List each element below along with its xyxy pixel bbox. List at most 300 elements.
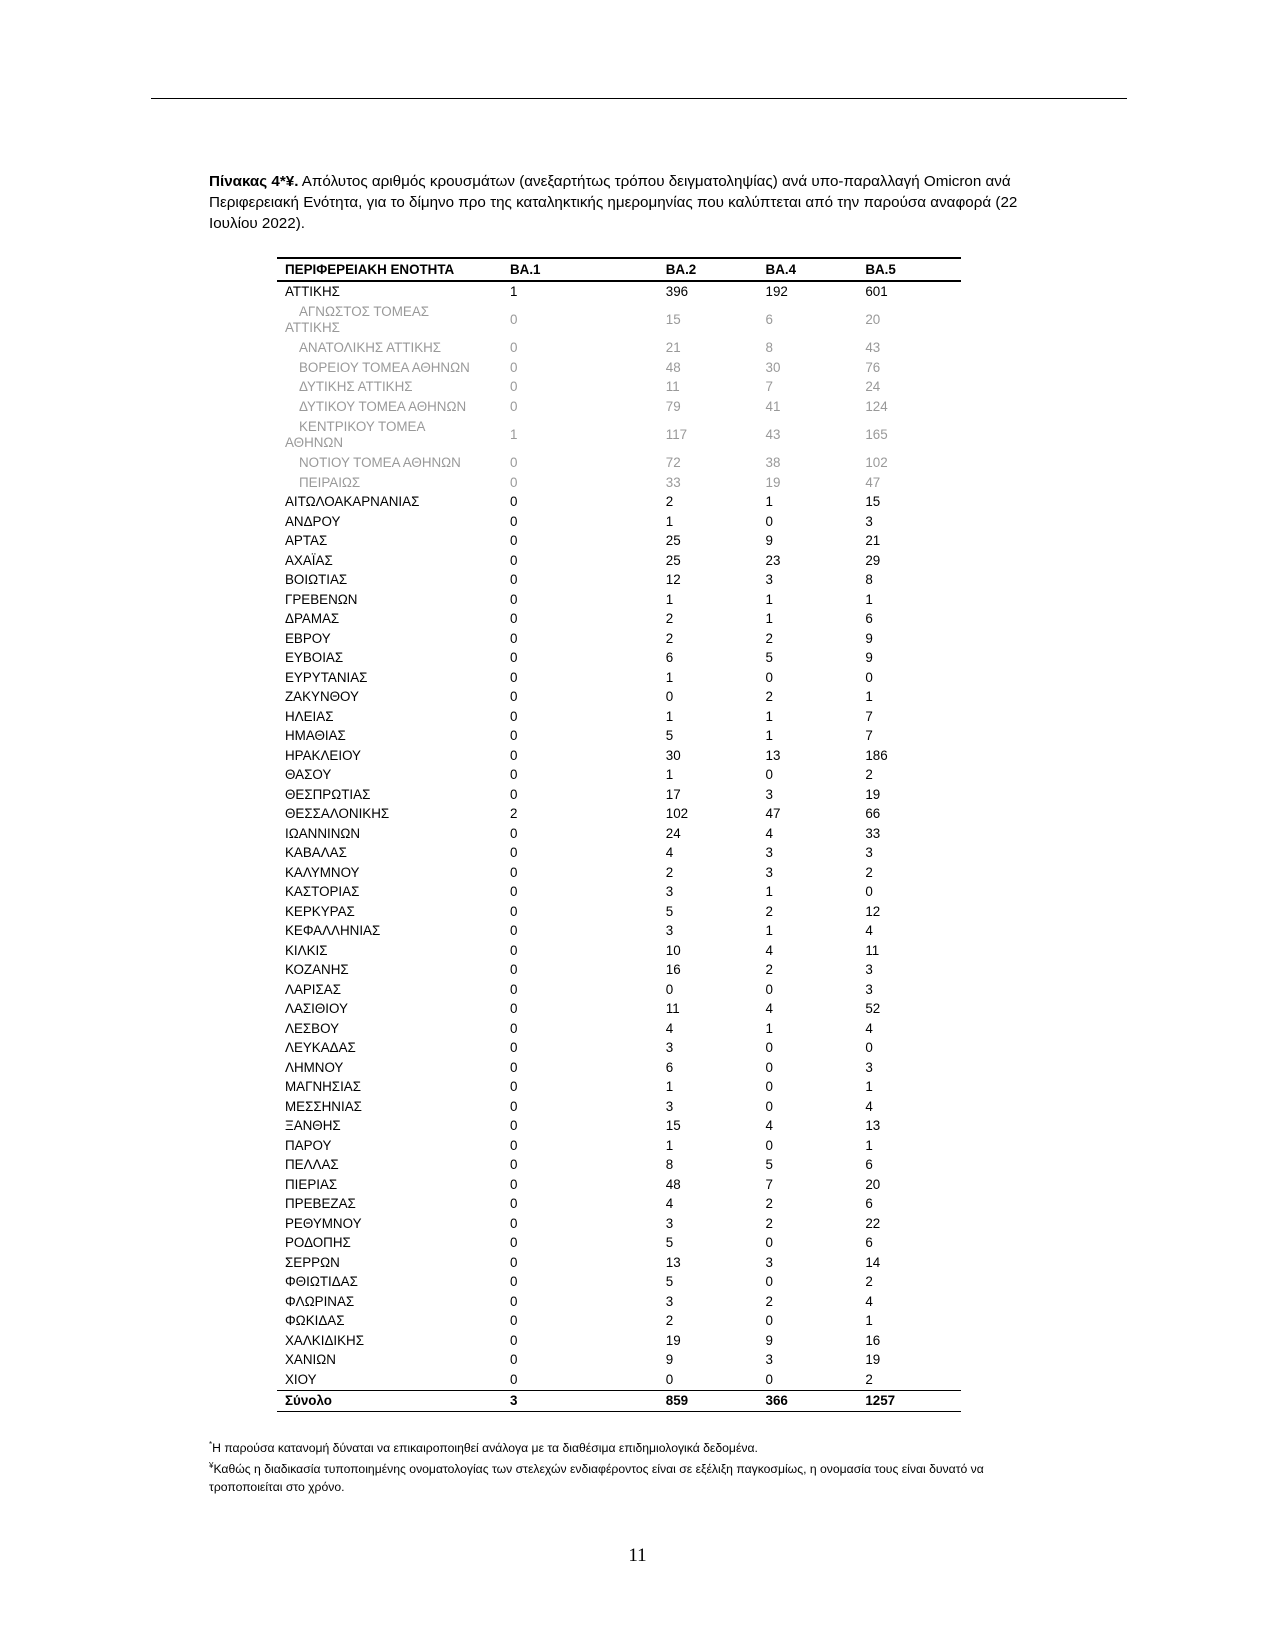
table-row — [277, 1312, 961, 1332]
region-name — [277, 1039, 502, 1059]
table-row — [277, 746, 961, 766]
cell-ba5: 6 — [865, 611, 873, 627]
region-name-text: ΔΥΤΙΚΗΣ ΑΤΤΙΚΗΣ — [299, 379, 413, 395]
cell-ba4: 30 — [765, 359, 781, 375]
cell-ba1: 0 — [510, 1098, 518, 1114]
table-row — [277, 785, 961, 805]
cell-ba2: 48 — [665, 359, 681, 375]
table-subrow — [277, 378, 961, 398]
cell-ba5: 1 — [865, 1313, 873, 1329]
cell-ba5: 3 — [865, 1059, 873, 1075]
cell-ba5: 16 — [865, 1332, 881, 1348]
cell-ba2: 25 — [665, 552, 681, 568]
region-name — [277, 1097, 502, 1117]
cell-ba2: 1 — [665, 767, 674, 783]
region-name — [277, 746, 502, 766]
region-name-text: ΙΩΑΝΝΙΝΩΝ — [285, 825, 361, 841]
cell-ba1: 0 — [510, 747, 518, 763]
table-row — [277, 824, 961, 844]
cell-ba2: 3 — [665, 923, 674, 939]
cell-ba5: 47 — [865, 474, 881, 490]
region-name-text: ΒΟΙΩΤΙΑΣ — [285, 572, 348, 588]
region-name-text: ΚΙΛΚΙΣ — [285, 942, 328, 958]
cell-ba1: 0 — [510, 689, 518, 705]
region-name — [277, 532, 502, 552]
region-name-text: ΕΥΒΟΙΑΣ — [285, 650, 344, 666]
cell-ba2: 3 — [665, 1293, 674, 1309]
cell-ba5: 43 — [865, 340, 881, 356]
region-name — [277, 1136, 502, 1156]
region-name-text: ΑΓΝΩΣΤΟΣ ΤΟΜΕΑΣ — [299, 304, 430, 319]
cell-ba5: 15 — [865, 494, 881, 510]
cell-ba5: 3 — [865, 981, 873, 997]
footnote-1-text: Η παρούσα κατανομή δύναται να επικαιροποιηθεί ανάλογα με τα διαθέσιμα επιδημιολογικά δεδομένα. — [212, 1441, 758, 1456]
cell-ba1: 0 — [510, 312, 518, 327]
cell-ba1: 0 — [510, 630, 518, 646]
cell-ba1: 0 — [510, 494, 518, 510]
table-row — [277, 1039, 961, 1059]
cell-ba2: 3 — [665, 1215, 674, 1231]
table-row — [277, 1117, 961, 1137]
table-subrow — [277, 473, 961, 493]
region-name-text-line2: ΑΘΗΝΩΝ — [285, 435, 344, 450]
cell-ba5: 2 — [865, 864, 873, 880]
cell-ba2: 11 — [665, 379, 680, 395]
cell-ba2: 1 — [665, 1137, 674, 1153]
region-name — [277, 397, 502, 417]
region-name — [277, 668, 502, 688]
cell-ba1: 0 — [510, 903, 518, 919]
region-name-text: ΧΑΝΙΩΝ — [285, 1352, 336, 1368]
region-name — [277, 1273, 502, 1293]
region-name — [277, 571, 502, 591]
region-name-text: ΚΕΦΑΛΛΗΝΙΑΣ — [285, 923, 381, 939]
table-row — [277, 493, 961, 513]
cell-ba1: 0 — [510, 1176, 518, 1192]
cell-ba2: 117 — [665, 427, 688, 442]
table-row — [277, 281, 961, 302]
table-row — [277, 1195, 961, 1215]
region-name-text: ΚΑΣΤΟΡΙΑΣ — [285, 884, 360, 900]
table-subrow — [277, 417, 961, 454]
region-name-text: ΞΑΝΘΗΣ — [285, 1118, 341, 1134]
cell-ba1: 0 — [510, 1196, 518, 1212]
region-name-text: ΦΛΩΡΙΝΑΣ — [285, 1293, 355, 1309]
cell-ba5: 3 — [865, 513, 873, 529]
region-name — [277, 707, 502, 727]
cell-ba4: 1 — [765, 923, 773, 939]
cell-ba5: 4 — [865, 1293, 873, 1309]
region-name-text: ΚΑΛΥΜΝΟΥ — [285, 864, 360, 880]
region-name-text: ΛΕΥΚΑΔΑΣ — [285, 1040, 356, 1056]
cell-ba2: 396 — [665, 283, 689, 299]
region-name-text: ΘΕΣΣΑΛΟΝΙΚΗΣ — [285, 806, 390, 822]
cell-ba2: 8 — [665, 1157, 674, 1173]
cell-ba4: 8 — [765, 340, 773, 356]
cell-ba2: 1 — [665, 513, 674, 529]
cell-ba1: 0 — [510, 1059, 518, 1075]
cell-ba4: 0 — [765, 1098, 773, 1114]
cell-ba1: 0 — [510, 845, 518, 861]
cell-ba2: 79 — [665, 398, 681, 414]
table-row — [277, 590, 961, 610]
table-row — [277, 1234, 961, 1254]
cell-ba4: 4 — [765, 1001, 773, 1017]
cell-ba2: 3 — [665, 1040, 674, 1056]
table-row — [277, 668, 961, 688]
cell-ba4: 41 — [765, 398, 781, 414]
cell-ba2: 2 — [665, 864, 674, 880]
table-row — [277, 1058, 961, 1078]
region-name — [277, 1019, 502, 1039]
table-row — [277, 610, 961, 630]
total-ba5: 1257 — [857, 1390, 961, 1411]
cell-ba2: 5 — [665, 728, 674, 744]
cell-ba1: 0 — [510, 552, 518, 568]
cell-ba4: 2 — [765, 1215, 773, 1231]
cell-ba1: 0 — [510, 359, 518, 375]
cell-ba1: 0 — [510, 1235, 518, 1251]
table-row — [277, 1351, 961, 1371]
cell-ba4: 4 — [765, 1118, 773, 1134]
table-row — [277, 863, 961, 883]
cell-ba5: 76 — [865, 359, 881, 375]
region-name — [277, 551, 502, 571]
cell-ba4: 47 — [765, 806, 781, 822]
cell-ba1: 0 — [510, 572, 518, 588]
cell-ba4: 7 — [765, 1176, 773, 1192]
table-row — [277, 688, 961, 708]
cell-ba2: 5 — [665, 903, 674, 919]
region-name-text: ΕΒΡΟΥ — [285, 630, 331, 646]
footnote-1-mark: * — [209, 1440, 213, 1449]
cell-ba5: 1 — [865, 1137, 873, 1153]
cell-ba4: 3 — [765, 1254, 773, 1270]
cell-ba2: 10 — [665, 942, 681, 958]
cell-ba2: 3 — [665, 884, 674, 900]
cell-ba4: 2 — [765, 630, 773, 646]
region-name — [277, 473, 502, 493]
cell-ba1: 0 — [510, 923, 518, 939]
cell-ba2: 4 — [665, 1020, 674, 1036]
cell-ba5: 0 — [865, 884, 873, 900]
cell-ba5: 4 — [865, 1020, 873, 1036]
region-name-text: ΠΡΕΒΕΖΑΣ — [285, 1196, 356, 1212]
header-region: ΠΕΡΙΦΕΡΕΙΑΚΗ ΕΝΟΤΗΤΑ — [277, 258, 502, 281]
cell-ba1: 0 — [510, 591, 518, 607]
footnote-2-text: Καθώς η διαδικασία τυποποιημένης ονοματολογίας των στελεχών ενδιαφέροντος είναι σε εξέλιξη παγκοσμίως, η ονομασία τους είναι δυνατό να τροποποιείται στο χρόνο. — [209, 1462, 984, 1495]
cell-ba4: 3 — [765, 1352, 773, 1368]
cell-ba2: 6 — [665, 650, 674, 666]
cell-ba1: 0 — [510, 786, 518, 802]
total-label: Σύνολο — [277, 1390, 502, 1411]
table-row — [277, 805, 961, 825]
region-name-text: ΘΑΣΟΥ — [285, 767, 332, 783]
cell-ba5: 21 — [865, 533, 881, 549]
region-name — [277, 1312, 502, 1332]
cell-ba5: 33 — [865, 825, 881, 841]
cell-ba1: 0 — [510, 864, 518, 880]
cell-ba4: 0 — [765, 513, 773, 529]
cell-ba1: 0 — [510, 1254, 518, 1270]
table-row — [277, 571, 961, 591]
region-name — [277, 1292, 502, 1312]
cell-ba1: 0 — [510, 1001, 518, 1017]
cell-ba1: 1 — [510, 283, 518, 299]
cell-ba1: 0 — [510, 1313, 518, 1329]
table-row — [277, 1273, 961, 1293]
cell-ba4: 6 — [765, 312, 773, 327]
cell-ba5: 20 — [865, 1176, 881, 1192]
cell-ba2: 15 — [665, 1118, 681, 1134]
cell-ba1: 0 — [510, 1137, 518, 1153]
cell-ba4: 0 — [765, 669, 773, 685]
region-name-text: ΛΗΜΝΟΥ — [285, 1059, 344, 1075]
cell-ba4: 0 — [765, 981, 773, 997]
cell-ba5: 29 — [865, 552, 881, 568]
cell-ba1: 0 — [510, 379, 518, 395]
region-name-text: ΚΑΒΑΛΑΣ — [285, 845, 347, 861]
region-name-text: ΦΘΙΩΤΙΔΑΣ — [285, 1274, 358, 1290]
table-row — [277, 629, 961, 649]
region-name-text: ΗΛΕΙΑΣ — [285, 708, 334, 724]
region-name-text: ΡΟΔΟΠΗΣ — [285, 1235, 351, 1251]
table-row — [277, 941, 961, 961]
cell-ba1: 0 — [510, 767, 518, 783]
region-name-text: ΠΕΙΡΑΙΩΣ — [299, 474, 361, 490]
cell-ba5: 1 — [865, 591, 873, 607]
region-name — [277, 610, 502, 630]
cell-ba4: 7 — [765, 379, 773, 395]
cell-ba1: 0 — [510, 340, 518, 356]
region-name — [277, 302, 502, 339]
region-name-text: ΧΑΛΚΙΔΙΚΗΣ — [285, 1332, 365, 1348]
footnotes — [209, 1436, 1039, 1496]
region-name — [277, 1214, 502, 1234]
cell-ba1: 0 — [510, 474, 518, 490]
table-header-row — [277, 258, 961, 281]
cell-ba5: 2 — [865, 1274, 873, 1290]
cell-ba1: 0 — [510, 513, 518, 529]
region-name — [277, 688, 502, 708]
region-name — [277, 1331, 502, 1351]
cell-ba4: 2 — [765, 689, 773, 705]
cell-ba4: 43 — [765, 427, 781, 442]
table-row — [277, 961, 961, 981]
cell-ba4: 1 — [765, 494, 773, 510]
cell-ba4: 1 — [765, 611, 773, 627]
region-name-text: ΑΝΑΤΟΛΙΚΗΣ ΑΤΤΙΚΗΣ — [299, 340, 442, 356]
header-ba5: BA.5 — [857, 258, 961, 281]
region-name — [277, 961, 502, 981]
cell-ba4: 2 — [765, 1196, 773, 1212]
table-subrow — [277, 339, 961, 359]
table-caption — [209, 171, 1069, 234]
cell-ba4: 0 — [765, 1313, 773, 1329]
cell-ba2: 33 — [665, 474, 681, 490]
cell-ba1: 0 — [510, 1020, 518, 1036]
table-row — [277, 727, 961, 747]
cell-ba2: 11 — [665, 1001, 680, 1017]
region-name — [277, 805, 502, 825]
cell-ba4: 2 — [765, 1293, 773, 1309]
cell-ba2: 2 — [665, 611, 674, 627]
footnote-2-mark: ¥ — [209, 1461, 214, 1471]
cell-ba1: 0 — [510, 1118, 518, 1134]
cell-ba4: 0 — [765, 767, 773, 783]
cell-ba4: 38 — [765, 455, 781, 471]
cell-ba2: 21 — [665, 340, 681, 356]
region-name — [277, 941, 502, 961]
region-name — [277, 454, 502, 474]
cell-ba5: 19 — [865, 786, 881, 802]
table-row — [277, 1019, 961, 1039]
cell-ba5: 0 — [865, 1040, 873, 1056]
cell-ba1: 0 — [510, 1371, 518, 1387]
cell-ba1: 0 — [510, 1215, 518, 1231]
cell-ba5: 7 — [865, 728, 873, 744]
region-name-text: ΗΡΑΚΛΕΙΟΥ — [285, 747, 361, 763]
region-name — [277, 417, 502, 454]
cell-ba5: 14 — [865, 1254, 881, 1270]
cell-ba5: 2 — [865, 1371, 873, 1387]
region-name-text: ΚΟΖΑΝΗΣ — [285, 962, 349, 978]
region-name-text: ΑΡΤΑΣ — [285, 533, 328, 549]
cell-ba5: 6 — [865, 1157, 873, 1173]
region-name-text: ΚΕΡΚΥΡΑΣ — [285, 903, 355, 919]
region-name — [277, 1351, 502, 1371]
cell-ba4: 1 — [765, 728, 773, 744]
region-name — [277, 339, 502, 359]
cell-ba2: 5 — [665, 1274, 674, 1290]
cell-ba5: 20 — [865, 312, 881, 327]
cell-ba5: 4 — [865, 923, 873, 939]
cell-ba1: 0 — [510, 650, 518, 666]
region-name-text-line2: ΑΤΤΙΚΗΣ — [285, 320, 340, 335]
cell-ba5: 102 — [865, 455, 888, 471]
table-row — [277, 1000, 961, 1020]
cell-ba4: 2 — [765, 962, 773, 978]
cell-ba5: 12 — [865, 903, 881, 919]
table-body — [277, 281, 961, 1390]
header-ba1: BA.1 — [502, 258, 658, 281]
cell-ba2: 0 — [665, 981, 674, 997]
footnote-1 — [209, 1436, 1039, 1457]
cell-ba2: 2 — [665, 494, 674, 510]
table-row — [277, 551, 961, 571]
region-name-text: ΒΟΡΕΙΟΥ ΤΟΜΕΑ ΑΘΗΝΩΝ — [299, 359, 470, 375]
region-name — [277, 649, 502, 669]
table-subrow — [277, 454, 961, 474]
page-number: 11 — [628, 1545, 647, 1566]
cell-ba4: 4 — [765, 825, 773, 841]
region-name — [277, 1253, 502, 1273]
region-name — [277, 727, 502, 747]
cell-ba2: 1 — [665, 669, 674, 685]
cell-ba4: 0 — [765, 1059, 773, 1075]
cell-ba4: 9 — [765, 533, 773, 549]
region-name-text: ΣΕΡΡΩΝ — [285, 1254, 340, 1270]
region-name — [277, 590, 502, 610]
cell-ba2: 12 — [665, 572, 681, 588]
cell-ba5: 11 — [865, 942, 880, 958]
table-row — [277, 707, 961, 727]
cell-ba4: 19 — [765, 474, 781, 490]
region-name — [277, 1078, 502, 1098]
cell-ba4: 4 — [765, 942, 773, 958]
cell-ba5: 0 — [865, 669, 873, 685]
cell-ba5: 52 — [865, 1001, 881, 1017]
cell-ba1: 0 — [510, 669, 518, 685]
region-name-text: ΑΙΤΩΛΟΑΚΑΡΝΑΝΙΑΣ — [285, 494, 420, 510]
table-row — [277, 1175, 961, 1195]
cell-ba2: 15 — [665, 312, 681, 327]
region-name — [277, 281, 502, 302]
region-name-text: ΠΕΛΛΑΣ — [285, 1157, 339, 1173]
cell-ba2: 0 — [665, 689, 674, 705]
header-ba4: BA.4 — [758, 258, 858, 281]
cell-ba5: 66 — [865, 806, 881, 822]
cell-ba5: 7 — [865, 708, 873, 724]
cell-ba5: 165 — [865, 427, 888, 442]
cell-ba4: 0 — [765, 1079, 773, 1095]
region-name — [277, 1000, 502, 1020]
table-row — [277, 1156, 961, 1176]
cell-ba1: 0 — [510, 884, 518, 900]
region-name — [277, 883, 502, 903]
cell-ba1: 0 — [510, 1352, 518, 1368]
cell-ba4: 0 — [765, 1040, 773, 1056]
region-name — [277, 1117, 502, 1137]
cell-ba4: 1 — [765, 884, 773, 900]
region-name-text: ΧΙΟΥ — [285, 1371, 317, 1387]
region-name — [277, 902, 502, 922]
cell-ba2: 6 — [665, 1059, 674, 1075]
cell-ba1: 0 — [510, 398, 518, 414]
cell-ba4: 0 — [765, 1274, 773, 1290]
cell-ba2: 4 — [665, 1196, 674, 1212]
footnote-2 — [209, 1457, 1039, 1496]
cell-ba4: 3 — [765, 572, 773, 588]
cell-ba5: 2 — [865, 767, 873, 783]
region-name — [277, 863, 502, 883]
cell-ba5: 186 — [865, 747, 888, 763]
table-row — [277, 1370, 961, 1390]
region-name — [277, 922, 502, 942]
table-row — [277, 649, 961, 669]
cell-ba2: 0 — [665, 1371, 674, 1387]
region-name-text: ΑΧΑΪΑΣ — [285, 552, 333, 568]
region-name — [277, 512, 502, 532]
cell-ba1: 0 — [510, 728, 518, 744]
table-row — [277, 1097, 961, 1117]
cell-ba1: 0 — [510, 455, 518, 471]
region-name — [277, 629, 502, 649]
cell-ba4: 5 — [765, 650, 773, 666]
cell-ba5: 8 — [865, 572, 873, 588]
table-subrow — [277, 302, 961, 339]
table-row — [277, 766, 961, 786]
cell-ba2: 30 — [665, 747, 681, 763]
cell-ba4: 1 — [765, 591, 773, 607]
cell-ba1: 0 — [510, 1079, 518, 1095]
region-name-text: ΠΙΕΡΙΑΣ — [285, 1176, 338, 1192]
cell-ba4: 2 — [765, 903, 773, 919]
total-row — [277, 1390, 961, 1411]
total-ba1: 3 — [502, 1390, 658, 1411]
cell-ba1: 0 — [510, 1040, 518, 1056]
cell-ba5: 22 — [865, 1215, 881, 1231]
